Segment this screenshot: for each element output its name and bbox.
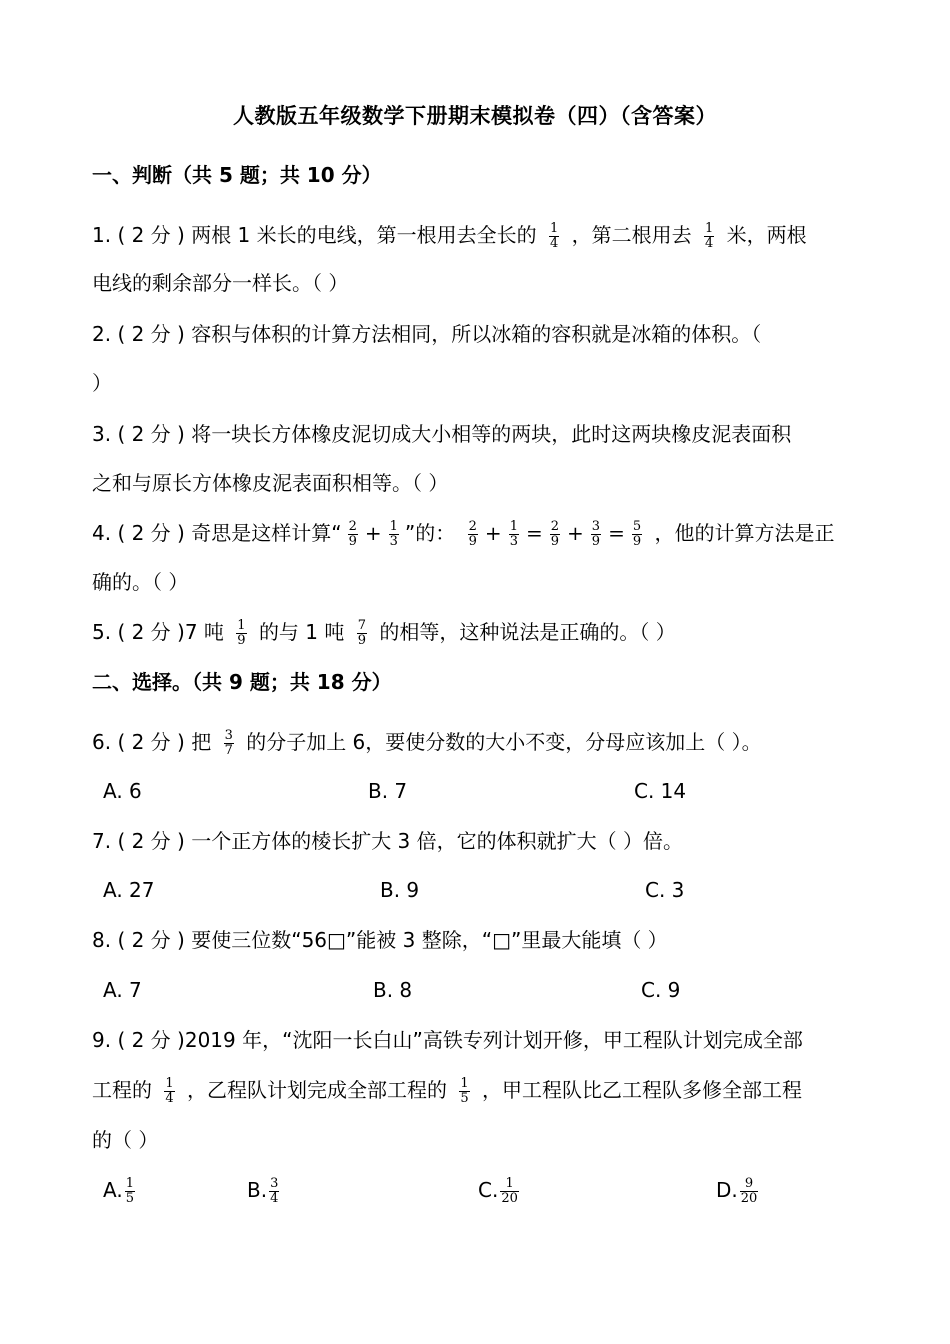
choice-b[interactable]: B. 9 xyxy=(380,878,420,902)
question-9: 9. ( 2 分 )2019 年，“沈阳一长白山”高铁专列计划开修，甲工程队计划完成全部 xyxy=(92,1028,803,1052)
fraction: $\frac{1}{5}$ xyxy=(125,1176,134,1206)
fraction: $\frac{7}{9}$ xyxy=(357,618,367,648)
choice-b[interactable]: B. 7 xyxy=(368,779,408,803)
section-heading-judgement: 一、判断（共 5 题；共 10 分） xyxy=(92,163,382,187)
question-6: 6. ( 2 分 ) 把 $\frac{3}{7}$ 的分子加上 6，要使分数的大小不变，分母应该加上（ ）。 xyxy=(92,728,762,758)
fraction: $\frac{2}{9}$ xyxy=(468,519,477,549)
fraction: $\frac{1}{3}$ xyxy=(509,519,518,549)
question-number: 6. ( 2 分 ) xyxy=(92,730,185,754)
question-4: 4. ( 2 分 ) 奇思是这样计算“ $\frac{2}{9}$ + $\frac{1}{3}$ ”的： $\frac{2}{9}$ + $\frac{1}{3}$ = $\frac{2}{9}$ + $\frac{3}{9}$ = $\frac{5}{9}$ ，他的计算方法是正 xyxy=(92,519,835,549)
section-heading-choice: 二、选择。（共 9 题；共 18 分） xyxy=(92,670,392,694)
question-number: 9. ( 2 分 ) xyxy=(92,1028,185,1052)
question-number: 1. ( 2 分 ) xyxy=(92,223,185,247)
question-7: 7. ( 2 分 ) 一个正方体的棱长扩大 3 倍，它的体积就扩大（ ）倍。 xyxy=(92,829,683,853)
choice-c[interactable]: C. $\frac{1}{20}$ xyxy=(478,1176,518,1206)
question-number: 7. ( 2 分 ) xyxy=(92,829,185,853)
question-9-line-3: 的（ ） xyxy=(92,1128,159,1152)
choice-c[interactable]: C. 9 xyxy=(641,978,681,1002)
choice-a[interactable]: A. $\frac{1}{5}$ xyxy=(103,1176,134,1206)
fraction: $\frac{3}{7}$ xyxy=(224,728,233,758)
fraction: $\frac{1}{4}$ xyxy=(550,221,559,251)
fraction: $\frac{1}{20}$ xyxy=(501,1176,518,1206)
question-1-line-2: 电线的剩余部分一样长。（ ） xyxy=(92,271,349,295)
choice-b[interactable]: B. $\frac{3}{4}$ xyxy=(247,1176,279,1206)
fraction: $\frac{3}{4}$ xyxy=(270,1176,279,1206)
question-number: 2. ( 2 分 ) xyxy=(92,322,185,346)
choice-c[interactable]: C. 14 xyxy=(634,779,687,803)
choice-a[interactable]: A. 7 xyxy=(103,978,142,1002)
question-number: 3. ( 2 分 ) xyxy=(92,422,185,446)
fraction: $\frac{1}{4}$ xyxy=(705,221,714,251)
fraction: $\frac{5}{9}$ xyxy=(632,519,642,549)
fraction: $\frac{1}{9}$ xyxy=(237,618,246,648)
question-5: 5. ( 2 分 )7 吨 $\frac{1}{9}$ 的与 1 吨 $\frac{7}{9}$ 的相等，这种说法是正确的。（ ） xyxy=(92,618,676,648)
fraction: $\frac{9}{20}$ xyxy=(740,1176,758,1206)
choice-a[interactable]: A. 27 xyxy=(103,878,155,902)
question-number: 5. ( 2 分 ) xyxy=(92,620,185,644)
question-8: 8. ( 2 分 ) 要使三位数“56□”能被 3 整除，“□”里最大能填（ ） xyxy=(92,928,668,952)
question-3-line-2: 之和与原长方体橡皮泥表面积相等。（ ） xyxy=(92,471,449,495)
fraction: $\frac{1}{3}$ xyxy=(389,519,398,549)
question-1: 1. ( 2 分 ) 两根 1 米长的电线，第一根用去全长的 $\frac{1}{4}$ ，第二根用去 $\frac{1}{4}$ 米，两根 xyxy=(92,221,807,251)
fraction: $\frac{1}{5}$ xyxy=(460,1076,469,1106)
fraction: $\frac{1}{4}$ xyxy=(165,1076,174,1106)
question-number: 8. ( 2 分 ) xyxy=(92,928,185,952)
question-number: 4. ( 2 分 ) xyxy=(92,521,185,545)
question-2-line-2: ） xyxy=(92,371,112,395)
question-4-line-2: 确的。（ ） xyxy=(92,570,189,594)
fraction: $\frac{2}{9}$ xyxy=(348,519,357,549)
choice-b[interactable]: B. 8 xyxy=(373,978,413,1002)
fraction: $\frac{2}{9}$ xyxy=(550,519,560,549)
page-title: 人教版五年级数学下册期末模拟卷（四）（含答案） xyxy=(233,104,717,128)
question-3: 3. ( 2 分 ) 将一块长方体橡皮泥切成大小相等的两块，此时这两块橡皮泥表面积 xyxy=(92,422,792,446)
choice-a[interactable]: A. 6 xyxy=(103,779,142,803)
question-9-line-2: 工程的 $\frac{1}{4}$ ，乙程队计划完成全部工程的 $\frac{1}{5}$ ，甲工程队比乙工程队多修全部工程 xyxy=(92,1076,802,1106)
choice-c[interactable]: C. 3 xyxy=(645,878,685,902)
question-2: 2. ( 2 分 ) 容积与体积的计算方法相同，所以冰箱的容积就是冰箱的体积。（ xyxy=(92,322,762,346)
choice-d[interactable]: D. $\frac{9}{20}$ xyxy=(716,1176,758,1206)
fraction: $\frac{3}{9}$ xyxy=(591,519,601,549)
